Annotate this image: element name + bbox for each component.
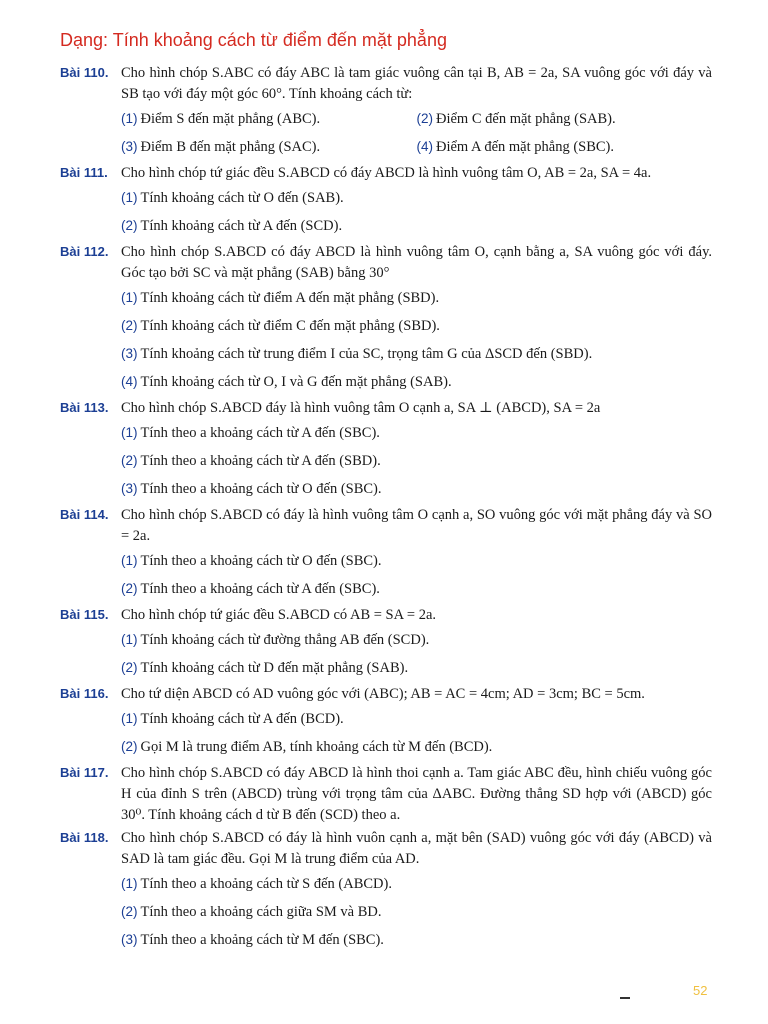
sub-question-text: Tính theo a khoảng cách từ O đến (SBC). xyxy=(140,553,382,569)
sub-question xyxy=(121,733,712,761)
sub-question xyxy=(121,340,712,368)
problem-list xyxy=(60,63,712,956)
sub-question-list xyxy=(121,184,712,240)
sub-question-number: (1) xyxy=(121,290,138,305)
problem-stem: Cho hình chóp S.ABCD có đáy là hình vuông tâm O cạnh a, SO vuông góc với mặt phẳng đáy và SO = 2a. xyxy=(121,507,712,544)
problem-label: Bài 112. xyxy=(60,244,109,259)
sub-question-number: (3) xyxy=(121,481,138,496)
sub-question xyxy=(417,133,713,161)
sub-question xyxy=(121,547,712,575)
sub-question xyxy=(121,654,712,682)
problem xyxy=(60,63,712,161)
problem xyxy=(60,684,712,761)
problem-stem: Cho hình chóp S.ABCD đáy là hình vuông tâm O cạnh a, SA ⊥ (ABCD), SA = 2a xyxy=(121,400,601,416)
sub-question xyxy=(121,475,712,503)
problem xyxy=(60,828,712,954)
sub-question-number: (1) xyxy=(121,190,138,205)
sub-question-number: (1) xyxy=(121,553,138,568)
sub-question-number: (1) xyxy=(121,876,138,891)
sub-question-number: (1) xyxy=(121,425,138,440)
sub-question-number: (2) xyxy=(121,904,138,919)
problem-stem: Cho hình chóp S.ABCD có đáy ABCD là hình vuông tâm O, cạnh bằng a, SA vuông góc với đáy. Góc tạo bởi SC và mặt phẳng (SAB) bằng 30° xyxy=(121,244,712,281)
problem-stem: Cho hình chóp S.ABC có đáy ABC là tam giác vuông cân tại B, AB = 2a, SA vuông góc với đáy và SB tạo với đáy một góc 60°. Tính khoảng cách từ: xyxy=(121,65,712,102)
sub-question-number: (2) xyxy=(121,581,138,596)
sub-question-number: (3) xyxy=(121,139,138,154)
sub-question-text: Tính khoảng cách từ đường thẳng AB đến (SCD). xyxy=(140,632,430,648)
sub-question-number: (1) xyxy=(121,711,138,726)
problem-label: Bài 111. xyxy=(60,165,108,180)
sub-question xyxy=(121,312,712,340)
sub-question-text: Tính theo a khoảng cách từ A đến (SBC). xyxy=(140,581,380,597)
sub-question-row xyxy=(121,133,712,161)
sub-question-text: Tính khoảng cách từ A đến (BCD). xyxy=(140,711,344,727)
sub-question-text: Tính theo a khoảng cách từ S đến (ABCD). xyxy=(140,876,392,892)
sub-question xyxy=(121,626,712,654)
sub-question-text: Tính theo a khoảng cách giữa SM và BD. xyxy=(140,904,382,920)
sub-question-number: (2) xyxy=(121,739,138,754)
sub-question xyxy=(121,705,712,733)
sub-question-list xyxy=(121,547,712,603)
problem-stem: Cho hình chóp tứ giác đều S.ABCD có đáy ABCD là hình vuông tâm O, AB = 2a, SA = 4a. xyxy=(121,165,652,181)
sub-question xyxy=(121,184,712,212)
problem xyxy=(60,242,712,396)
sub-question xyxy=(121,105,417,133)
sub-question-list xyxy=(121,626,712,682)
sub-question-number: (1) xyxy=(121,111,138,126)
problem-label: Bài 114. xyxy=(60,507,109,522)
problem xyxy=(60,398,712,503)
problem-label: Bài 116. xyxy=(60,686,109,701)
sub-question-text: Tính theo a khoảng cách từ M đến (SBC). xyxy=(140,932,384,948)
sub-question-text: Tính theo a khoảng cách từ A đến (SBD). xyxy=(140,453,381,469)
page-number: 52 xyxy=(693,983,708,998)
sub-question-number: (2) xyxy=(121,318,138,333)
sub-question-text: Điểm S đến mặt phẳng (ABC). xyxy=(140,111,321,127)
sub-question-text: Điểm C đến mặt phẳng (SAB). xyxy=(436,111,616,127)
sub-question-number: (4) xyxy=(416,139,433,154)
footer-dash xyxy=(620,997,630,999)
sub-question xyxy=(121,870,712,898)
sub-question-text: Tính khoảng cách từ điểm A đến mặt phẳng (SBD). xyxy=(140,290,440,306)
sub-question-text: Gọi M là trung điểm AB, tính khoảng cách từ M đến (BCD). xyxy=(140,739,493,755)
problem-label: Bài 115. xyxy=(60,607,109,622)
problem-label: Bài 110. xyxy=(60,65,109,80)
sub-question-number: (2) xyxy=(121,218,138,233)
sub-question xyxy=(121,926,712,954)
sub-question-list xyxy=(121,870,712,954)
sub-question-number: (3) xyxy=(121,932,138,947)
sub-question xyxy=(121,447,712,475)
sub-question-list xyxy=(121,105,712,161)
problem-label: Bài 117. xyxy=(60,765,109,780)
problem-stem: Cho hình chóp S.ABCD có đáy ABCD là hình thoi cạnh a. Tam giác ABC đều, hình chiếu vuông góc H của đỉnh S trên (ABCD) trùng với trọng tâm của ΔABC. Đường thẳng SD hợp với (ABCD) góc 30⁰. Tính khoảng cách d từ B đến (SCD) theo a. xyxy=(121,765,712,823)
sub-question-number: (2) xyxy=(416,111,433,126)
sub-question-number: (2) xyxy=(121,660,138,675)
sub-question-text: Tính khoảng cách từ điểm C đến mặt phẳng (SBD). xyxy=(140,318,440,334)
sub-question-list xyxy=(121,419,712,503)
problem-stem: Cho hình chóp S.ABCD có đáy là hình vuôn cạnh a, mặt bên (SAD) vuông góc với đáy (ABCD) và SAD là tam giác đều. Gọi M là trung điểm của AD. xyxy=(121,830,712,867)
sub-question xyxy=(121,368,712,396)
sub-question-text: Tính khoảng cách từ O, I và G đến mặt phẳng (SAB). xyxy=(140,374,452,390)
problem xyxy=(60,163,712,240)
problem xyxy=(60,505,712,603)
sub-question-number: (2) xyxy=(121,453,138,468)
problem-label: Bài 118. xyxy=(60,830,109,845)
sub-question xyxy=(121,419,712,447)
sub-question-text: Tính theo a khoảng cách từ A đến (SBC). xyxy=(140,425,380,441)
sub-question-number: (3) xyxy=(121,346,138,361)
sub-question-text: Tính theo a khoảng cách từ O đến (SBC). xyxy=(140,481,382,497)
sub-question xyxy=(121,898,712,926)
problem xyxy=(60,605,712,682)
problem xyxy=(60,763,712,826)
sub-question xyxy=(121,212,712,240)
sub-question xyxy=(417,105,713,133)
sub-question-text: Tính khoảng cách từ trung điểm I của SC, trọng tâm G của ΔSCD đến (SBD). xyxy=(140,346,593,362)
sub-question-text: Tính khoảng cách từ A đến (SCD). xyxy=(140,218,343,234)
sub-question-text: Điểm A đến mặt phẳng (SBC). xyxy=(436,139,615,155)
sub-question-number: (4) xyxy=(121,374,138,389)
sub-question-list xyxy=(121,284,712,396)
sub-question-list xyxy=(121,705,712,761)
sub-question xyxy=(121,284,712,312)
sub-question xyxy=(121,133,417,161)
problem-label: Bài 113. xyxy=(60,400,109,415)
problem-stem: Cho tứ diện ABCD có AD vuông góc với (ABC); AB = AC = 4cm; AD = 3cm; BC = 5cm. xyxy=(121,686,645,702)
problem-stem: Cho hình chóp tứ giác đều S.ABCD có AB = SA = 2a. xyxy=(121,607,437,623)
sub-question-text: Tính khoảng cách từ O đến (SAB). xyxy=(140,190,344,206)
section-heading: Dạng: Tính khoảng cách từ điểm đến mặt phẳng xyxy=(60,30,447,50)
sub-question-text: Tính khoảng cách từ D đến mặt phẳng (SAB). xyxy=(140,660,409,676)
sub-question-text: Điểm B đến mặt phẳng (SAC). xyxy=(140,139,321,155)
sub-question xyxy=(121,575,712,603)
sub-question-number: (1) xyxy=(121,632,138,647)
sub-question-row xyxy=(121,105,712,133)
